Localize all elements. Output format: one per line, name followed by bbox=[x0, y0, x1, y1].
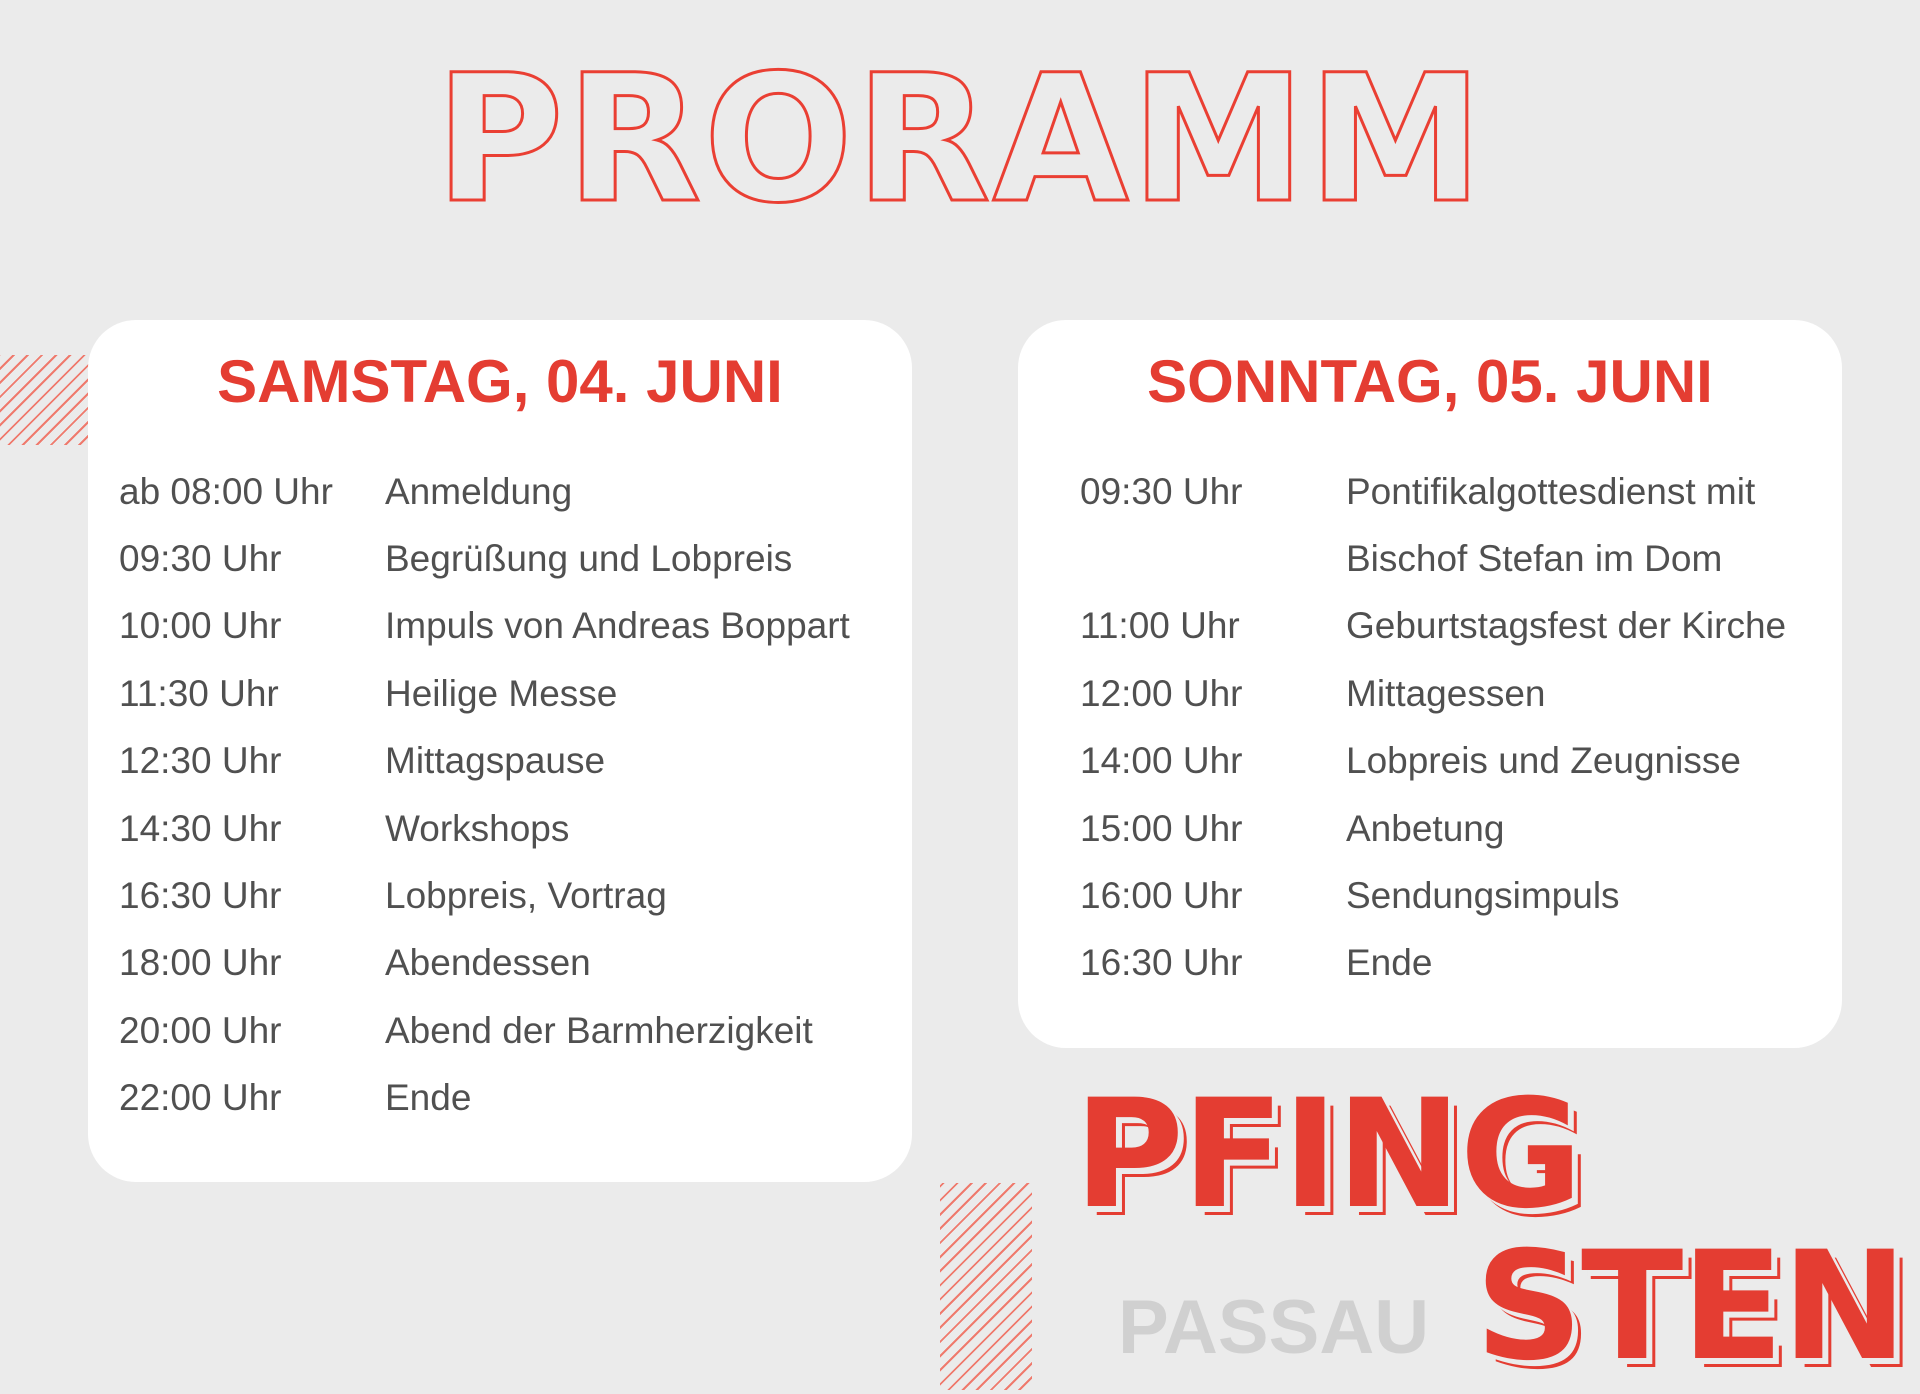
schedule-time: 10:00 Uhr bbox=[119, 605, 282, 647]
schedule-label: Lobpreis und Zeugnisse bbox=[1346, 740, 1741, 782]
schedule-label: Bischof Stefan im Dom bbox=[1346, 538, 1723, 580]
schedule-label: Abend der Barmherzigkeit bbox=[385, 1009, 813, 1051]
schedule-row bbox=[1018, 525, 1842, 592]
schedule-label: Ende bbox=[385, 1077, 472, 1119]
schedule-label: Mittagessen bbox=[1346, 672, 1546, 714]
schedule-row bbox=[1018, 930, 1842, 997]
schedule-row bbox=[1018, 458, 1842, 525]
schedule-row bbox=[88, 593, 912, 660]
saturday-schedule bbox=[88, 458, 912, 1132]
schedule-time: 20:00 Uhr bbox=[119, 1009, 282, 1051]
schedule-row bbox=[88, 728, 912, 795]
decorative-hatch-left bbox=[0, 355, 92, 445]
schedule-row bbox=[1018, 593, 1842, 660]
schedule-time: 16:30 Uhr bbox=[1080, 942, 1243, 984]
logo-word-sten: STEN bbox=[1475, 1220, 1906, 1394]
schedule-label: Anmeldung bbox=[385, 470, 573, 512]
schedule-row bbox=[88, 930, 912, 997]
schedule-label: Abendessen bbox=[385, 942, 591, 984]
schedule-time: 11:30 Uhr bbox=[119, 672, 279, 714]
sunday-schedule bbox=[1018, 458, 1842, 997]
logo-word-pfing: PFING bbox=[1074, 1068, 1581, 1242]
schedule-row bbox=[88, 795, 912, 862]
schedule-row bbox=[88, 1065, 912, 1132]
schedule-time: 14:00 Uhr bbox=[1080, 740, 1243, 782]
schedule-row bbox=[1018, 862, 1842, 929]
schedule-row bbox=[1018, 795, 1842, 862]
schedule-row bbox=[88, 458, 912, 525]
decorative-hatch-bottom bbox=[940, 1183, 1032, 1390]
schedule-time: 14:30 Uhr bbox=[119, 807, 282, 849]
saturday-heading: SAMSTAG, 04. JUNI bbox=[217, 348, 783, 415]
schedule-time: 12:00 Uhr bbox=[1080, 672, 1243, 714]
schedule-time: 09:30 Uhr bbox=[119, 538, 282, 580]
schedule-label: Sendungsimpuls bbox=[1346, 875, 1620, 917]
schedule-row bbox=[1018, 660, 1842, 727]
schedule-time: 09:30 Uhr bbox=[1080, 470, 1243, 512]
schedule-label: Impuls von Andreas Boppart bbox=[385, 605, 850, 647]
schedule-row bbox=[88, 660, 912, 727]
schedule-time: 15:00 Uhr bbox=[1080, 807, 1243, 849]
schedule-row bbox=[1018, 728, 1842, 795]
schedule-time: 16:00 Uhr bbox=[1080, 875, 1243, 917]
schedule-time: 11:00 Uhr bbox=[1080, 605, 1240, 647]
schedule-time: 18:00 Uhr bbox=[119, 942, 282, 984]
schedule-label: Anbetung bbox=[1346, 807, 1505, 849]
schedule-label: Lobpreis, Vortrag bbox=[385, 875, 667, 917]
schedule-time: 16:30 Uhr bbox=[119, 875, 282, 917]
schedule-time: 12:30 Uhr bbox=[119, 740, 282, 782]
saturday-card bbox=[88, 320, 912, 1182]
schedule-label: Workshops bbox=[385, 807, 570, 849]
schedule-time: ab 08:00 Uhr bbox=[119, 470, 333, 512]
schedule-row bbox=[88, 997, 912, 1064]
schedule-label: Mittagspause bbox=[385, 740, 606, 782]
schedule-label: Ende bbox=[1346, 942, 1433, 984]
schedule-row bbox=[88, 525, 912, 592]
schedule-row bbox=[88, 862, 912, 929]
schedule-time: 22:00 Uhr bbox=[119, 1077, 282, 1119]
schedule-label: Pontifikalgottesdienst mit bbox=[1346, 470, 1756, 512]
logo-city-passau: PASSAU bbox=[1118, 1285, 1430, 1370]
sunday-card bbox=[1018, 320, 1842, 1048]
page-title: PRORAMM bbox=[434, 37, 1486, 242]
schedule-label: Geburtstagsfest der Kirche bbox=[1346, 605, 1787, 647]
schedule-label: Begrüßung und Lobpreis bbox=[385, 538, 793, 580]
schedule-label: Heilige Messe bbox=[385, 672, 618, 714]
sunday-heading: SONNTAG, 05. JUNI bbox=[1147, 348, 1713, 415]
